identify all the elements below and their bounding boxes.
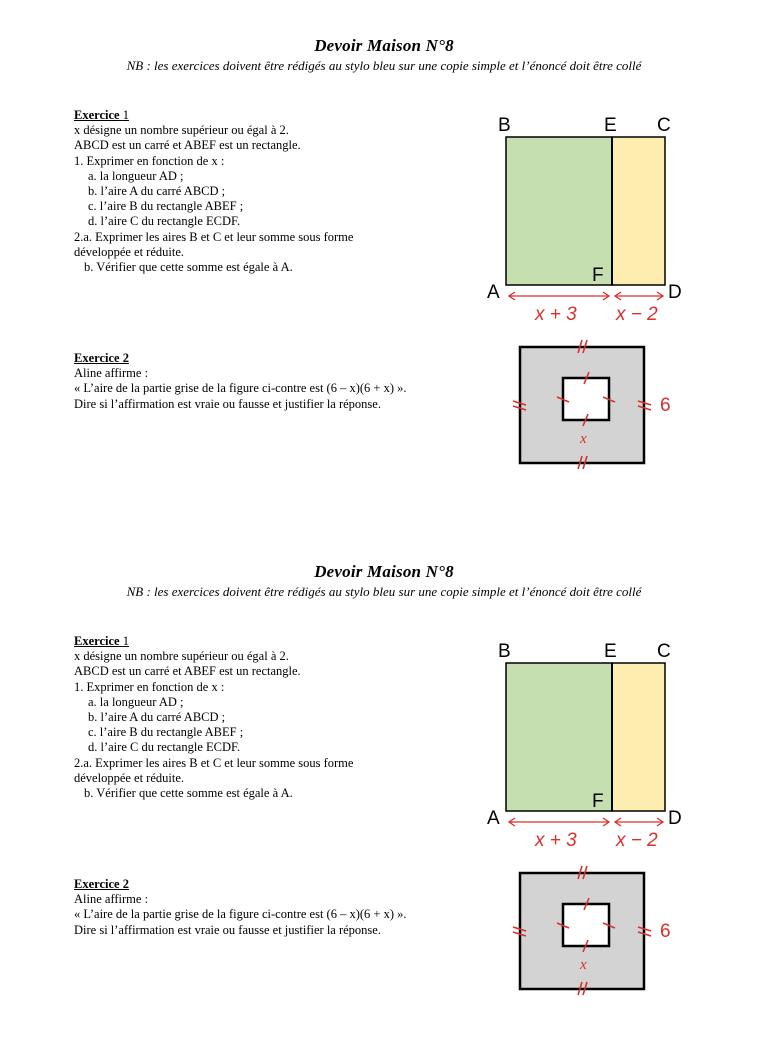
page-title: Devoir Maison N°8 [314,36,454,55]
label-e: E [604,115,617,136]
dimension-arrow-right [615,818,663,826]
dimension-arrow-left [509,292,609,300]
rectangle-abef [506,137,612,285]
exercise-1 [74,108,494,275]
label-f: F [592,791,604,812]
exercise-1-line: d. l’aire C du rectangle ECDF. [88,214,241,229]
dimension-arrow-left [509,818,609,826]
exercise-1-line: a. la longueur AD ; [88,168,184,183]
label-c: C [657,115,671,136]
dimension-label-x-minus-2: x − 2 [616,304,658,325]
exercise-1-line: 2.a. Exprimer les aires B et C et leur somme sous forme [74,755,354,770]
exercise-2-heading: Exercice 2 [74,877,129,891]
dimension-label-x-plus-3: x + 3 [535,830,577,851]
exercise-2-line: Aline affirme : [74,892,149,907]
exercise-1-line: x désigne un nombre supérieur ou égal à 2. [74,649,289,664]
exercise-2-line: Dire si l’affirmation est vraie ou fausse et justifier la réponse. [74,922,381,937]
dimension-arrow-right [615,292,663,300]
rectangle-abef [506,663,612,811]
exercise-2 [74,877,494,938]
inner-label-x: x [580,957,587,973]
exercise-1-line: développée et réduite. [74,244,185,259]
inner-square [563,904,609,946]
dimension-label-x-minus-2: x − 2 [616,830,658,851]
figure-square-abcd [480,636,700,851]
dimension-label-x-plus-3: x + 3 [535,304,577,325]
label-f: F [592,265,604,286]
label-d: D [668,282,682,303]
label-b: B [498,115,511,136]
exercise-1-line: b. Vérifier que cette somme est égale à A. [84,786,293,801]
label-a: A [487,282,500,303]
label-a: A [487,808,500,829]
rectangle-ecdf [612,137,665,285]
label-e: E [604,641,617,662]
exercise-2-heading: Exercice 2 [74,351,129,365]
inner-label-x: x [580,431,587,447]
exercise-1-line: 1. Exprimer en fonction de x : [74,153,225,168]
figure-gray-frame [505,335,705,475]
exercise-1-line: b. Vérifier que cette somme est égale à A. [84,260,293,275]
exercise-1-line: c. l’aire B du rectangle ABEF ; [88,199,244,214]
exercise-1-line: a. la longueur AD ; [88,694,184,709]
rectangle-ecdf [612,663,665,811]
label-c: C [657,641,671,662]
exercise-1-heading: Exercice 1 [74,634,129,648]
instructions-note: NB : les exercices doivent être rédigés au stylo bleu sur une copie simple et l’énoncé doit être collé [126,58,642,73]
exercise-1-line: ABCD est un carré et ABEF est un rectangle. [74,664,301,679]
exercise-1 [74,634,494,801]
side-label-6: 6 [660,395,671,416]
exercise-1-line: 2.a. Exprimer les aires B et C et leur somme sous forme [74,229,354,244]
instructions-note: NB : les exercices doivent être rédigés au stylo bleu sur une copie simple et l’énoncé doit être collé [126,584,642,599]
assignment-sheet-bottom [0,526,768,1038]
exercise-1-line: d. l’aire C du rectangle ECDF. [88,740,241,755]
assignment-sheet-top [0,0,768,512]
exercise-1-line: b. l’aire A du carré ABCD ; [88,184,226,199]
exercise-2-line: Aline affirme : [74,366,149,381]
label-b: B [498,641,511,662]
exercise-2 [74,351,494,412]
exercise-2-line: « L’aire de la partie grise de la figure ci-contre est (6 – x)(6 + x) ». [74,907,407,922]
side-label-6: 6 [660,921,671,942]
exercise-1-line: b. l’aire A du carré ABCD ; [88,710,226,725]
exercise-1-line: développée et réduite. [74,770,185,785]
figure-gray-frame [505,861,705,1001]
exercise-1-line: 1. Exprimer en fonction de x : [74,679,225,694]
exercise-1-line: x désigne un nombre supérieur ou égal à 2. [74,123,289,138]
exercise-1-heading: Exercice 1 [74,108,129,122]
exercise-2-line: Dire si l’affirmation est vraie ou fausse et justifier la réponse. [74,396,381,411]
label-d: D [668,808,682,829]
inner-square [563,378,609,420]
exercise-1-line: c. l’aire B du rectangle ABEF ; [88,725,244,740]
exercise-1-line: ABCD est un carré et ABEF est un rectangle. [74,138,301,153]
exercise-2-line: « L’aire de la partie grise de la figure ci-contre est (6 – x)(6 + x) ». [74,381,407,396]
figure-square-abcd [480,110,700,325]
page-title: Devoir Maison N°8 [314,562,454,581]
